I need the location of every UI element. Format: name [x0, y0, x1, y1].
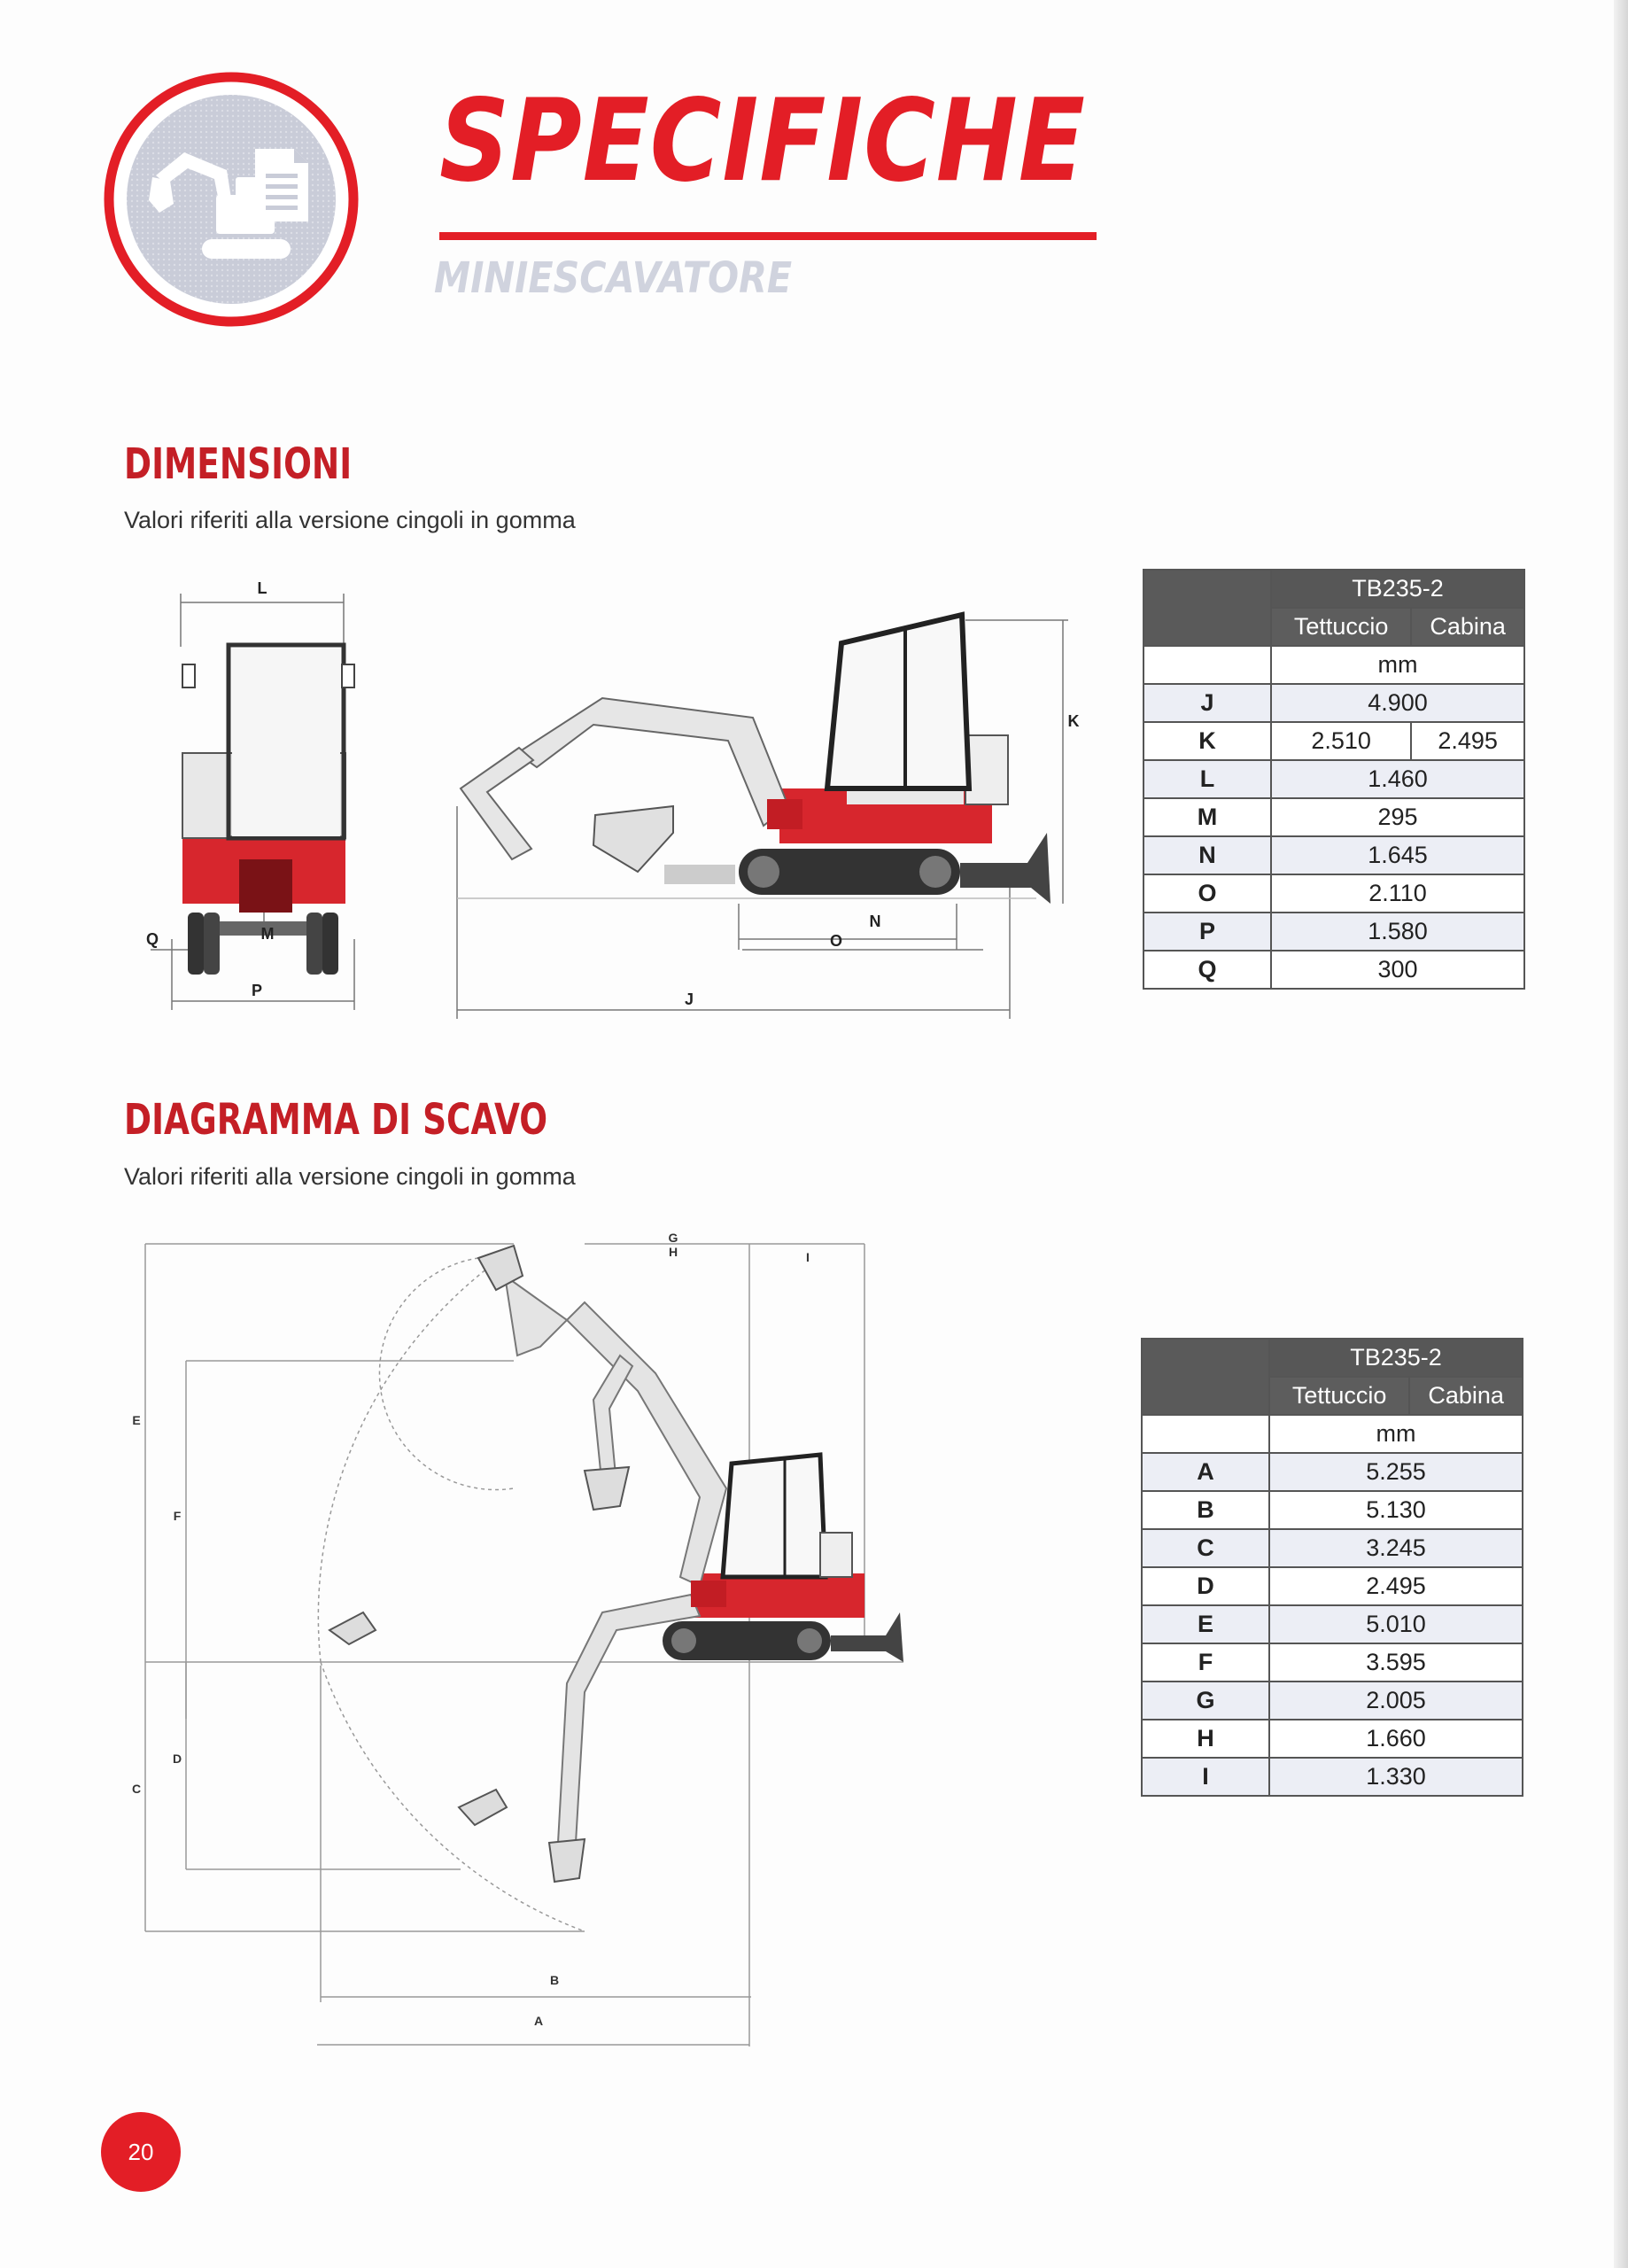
dim-label-j: J: [684, 990, 694, 1008]
table-row: [1142, 1758, 1523, 1796]
row-letter: J: [1143, 684, 1271, 722]
unit-letter-cell: [1142, 1415, 1269, 1453]
table-row: [1142, 1529, 1523, 1567]
digging-diagram-drawing: [124, 1223, 921, 2073]
row-value: 1.460: [1271, 760, 1524, 798]
col-cabina: Cabina: [1409, 1377, 1523, 1415]
page-edge-shadow: [1614, 0, 1628, 2268]
table-row: [1142, 1643, 1523, 1682]
dig-label-c: C: [131, 1782, 142, 1796]
dig-label-d: D: [172, 1751, 182, 1766]
row-letter: P: [1143, 913, 1271, 951]
unit-cell: mm: [1271, 646, 1524, 684]
dim-label-k: K: [1067, 712, 1080, 730]
row-value: 2.005: [1269, 1682, 1523, 1720]
dig-label-f: F: [173, 1509, 182, 1523]
row-value: 2.495: [1269, 1567, 1523, 1605]
col-tettuccio: Tettuccio: [1269, 1377, 1409, 1415]
row-letter: O: [1143, 874, 1271, 913]
table-row: [1143, 836, 1524, 874]
table-corner: [1143, 570, 1271, 646]
row-value: 1.330: [1269, 1758, 1523, 1796]
dig-label-a: A: [533, 2014, 544, 2028]
model-header: TB235-2: [1271, 570, 1524, 608]
row-letter: M: [1143, 798, 1271, 836]
table-row: [1142, 1453, 1523, 1491]
col-cabina: Cabina: [1411, 608, 1524, 646]
title-underline: [439, 232, 1097, 240]
row-value-tettuccio: 2.510: [1271, 722, 1411, 760]
row-value: 4.900: [1271, 684, 1524, 722]
dig-label-g: G: [668, 1231, 678, 1245]
row-value-cabina: 2.495: [1411, 722, 1524, 760]
page-subtitle: MINIESCAVATORE: [434, 253, 793, 303]
row-letter: H: [1142, 1720, 1269, 1758]
page-number: 20: [128, 2138, 154, 2165]
table-row: [1142, 1720, 1523, 1758]
dig-label-h: H: [668, 1245, 678, 1259]
row-letter: K: [1143, 722, 1271, 760]
digging-heading: DIAGRAMMA DI SCAVO: [124, 1095, 548, 1145]
col-tettuccio: Tettuccio: [1271, 608, 1411, 646]
row-value: 3.595: [1269, 1643, 1523, 1682]
row-value: 1.580: [1271, 913, 1524, 951]
digging-note: Valori riferiti alla versione cingoli in gomma: [124, 1163, 576, 1190]
dim-label-l: L: [257, 579, 267, 597]
table-row: [1142, 1682, 1523, 1720]
row-value: 1.645: [1271, 836, 1524, 874]
dim-label-n: N: [869, 913, 881, 930]
unit-cell: mm: [1269, 1415, 1523, 1453]
dimensions-heading: DIMENSIONI: [124, 439, 353, 489]
row-letter: C: [1142, 1529, 1269, 1567]
row-letter: F: [1142, 1643, 1269, 1682]
table-row: [1143, 684, 1524, 722]
row-letter: A: [1142, 1453, 1269, 1491]
row-value: 3.245: [1269, 1529, 1523, 1567]
dim-label-q: Q: [145, 930, 159, 948]
row-letter: B: [1142, 1491, 1269, 1529]
excavator-document-icon: [103, 71, 360, 328]
dimensions-drawing: [133, 567, 1089, 1028]
table-row: [1143, 913, 1524, 951]
model-header: TB235-2: [1269, 1339, 1523, 1377]
dim-label-o: O: [829, 932, 843, 950]
row-letter: I: [1142, 1758, 1269, 1796]
row-letter: N: [1143, 836, 1271, 874]
row-value: 1.660: [1269, 1720, 1523, 1758]
row-value: 2.110: [1271, 874, 1524, 913]
dim-label-m: M: [260, 925, 275, 943]
table-row: [1143, 760, 1524, 798]
digging-table: [1141, 1338, 1523, 1797]
table-row: [1142, 1491, 1523, 1529]
table-row: [1143, 798, 1524, 836]
dim-label-p: P: [251, 982, 263, 999]
unit-letter-cell: [1143, 646, 1271, 684]
page-title: SPECIFICHE: [439, 75, 1086, 207]
dimensions-note: Valori riferiti alla versione cingoli in gomma: [124, 507, 576, 533]
row-value: 5.255: [1269, 1453, 1523, 1491]
dig-label-b: B: [549, 1973, 560, 1987]
row-value: 300: [1271, 951, 1524, 989]
row-letter: D: [1142, 1567, 1269, 1605]
row-letter: L: [1143, 760, 1271, 798]
row-letter: G: [1142, 1682, 1269, 1720]
table-row: [1143, 722, 1524, 760]
dig-label-i: I: [806, 1250, 810, 1264]
table-row: [1142, 1567, 1523, 1605]
table-row: [1143, 874, 1524, 913]
row-value: 5.130: [1269, 1491, 1523, 1529]
page-number-badge: [101, 2112, 181, 2192]
dig-label-e: E: [132, 1413, 141, 1427]
row-value: 295: [1271, 798, 1524, 836]
table-row: [1142, 1605, 1523, 1643]
row-value: 5.010: [1269, 1605, 1523, 1643]
row-letter: Q: [1143, 951, 1271, 989]
table-corner: [1142, 1339, 1269, 1415]
table-row: [1143, 951, 1524, 989]
dimensions-table: [1143, 569, 1525, 990]
row-letter: E: [1142, 1605, 1269, 1643]
